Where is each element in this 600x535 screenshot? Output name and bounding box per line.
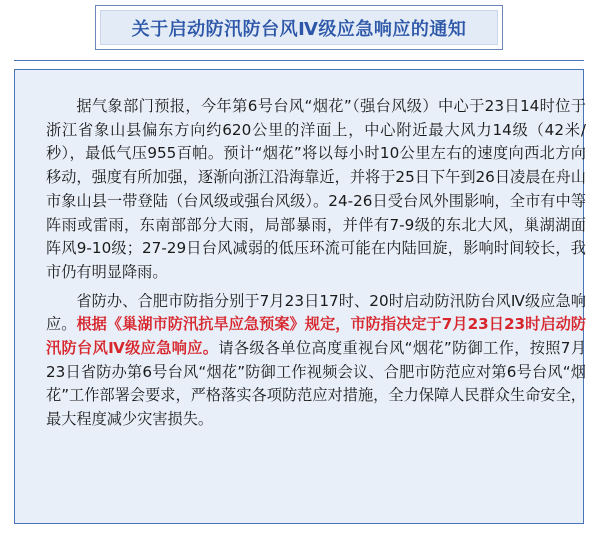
notice-body-panel bbox=[14, 69, 587, 524]
response-highlight: 根据《巢湖市防汛抗旱应急预案》规定，市防指决定于7月23日23时启动防汛防台风Ⅳ级应急响应。 bbox=[46, 315, 587, 358]
response-tail: 请各级各单位高度重视台风“烟花”防御工作，按照7月23日省防办第6号台风“烟花”防御工作视频会议、合肥市防范应对第6号台风“烟花”工作部署会要求，严格落实各项防范应对措施，全力保障人民群众生命安全，最大程度减少灾害损失。 bbox=[46, 339, 587, 429]
response-lead: 省防办、合肥市防指分别于7月23日17时、20时启动防汛防台风Ⅳ级应急响应。 bbox=[46, 291, 586, 334]
title-banner bbox=[95, 5, 503, 50]
paragraph-response bbox=[46, 290, 586, 432]
notice-body bbox=[46, 95, 586, 432]
paragraph-forecast: 据气象部门预报，今年第6号台风“烟花”（强台风级）中心于23日14时位于浙江省象山县偏东方向约620公里的洋面上，中心附近最大风力14级（42米/秒），最低气压955百帕。预计“烟花”将以每小时10公里左右的速度向西北方向移动，强度有所加强，逐渐向浙江沿海靠近，并将于25日下午到26日凌晨在舟山市象山县一带登陆（台风级或强台风级）。24-26日受台风外围影响，全市有中等阵雨或雷雨，东南部部分大雨，局部暴雨，并伴有7-9级的东北大风，巢湖湖面阵风9-10级；27-29日台风减弱的低压环流可能在内陆回旋，影响时间较长，我市仍有明显降雨。 bbox=[46, 97, 586, 281]
frame-divider bbox=[14, 60, 584, 61]
notice-title: 关于启动防汛防台风Ⅳ级应急响应的通知 bbox=[100, 10, 498, 45]
